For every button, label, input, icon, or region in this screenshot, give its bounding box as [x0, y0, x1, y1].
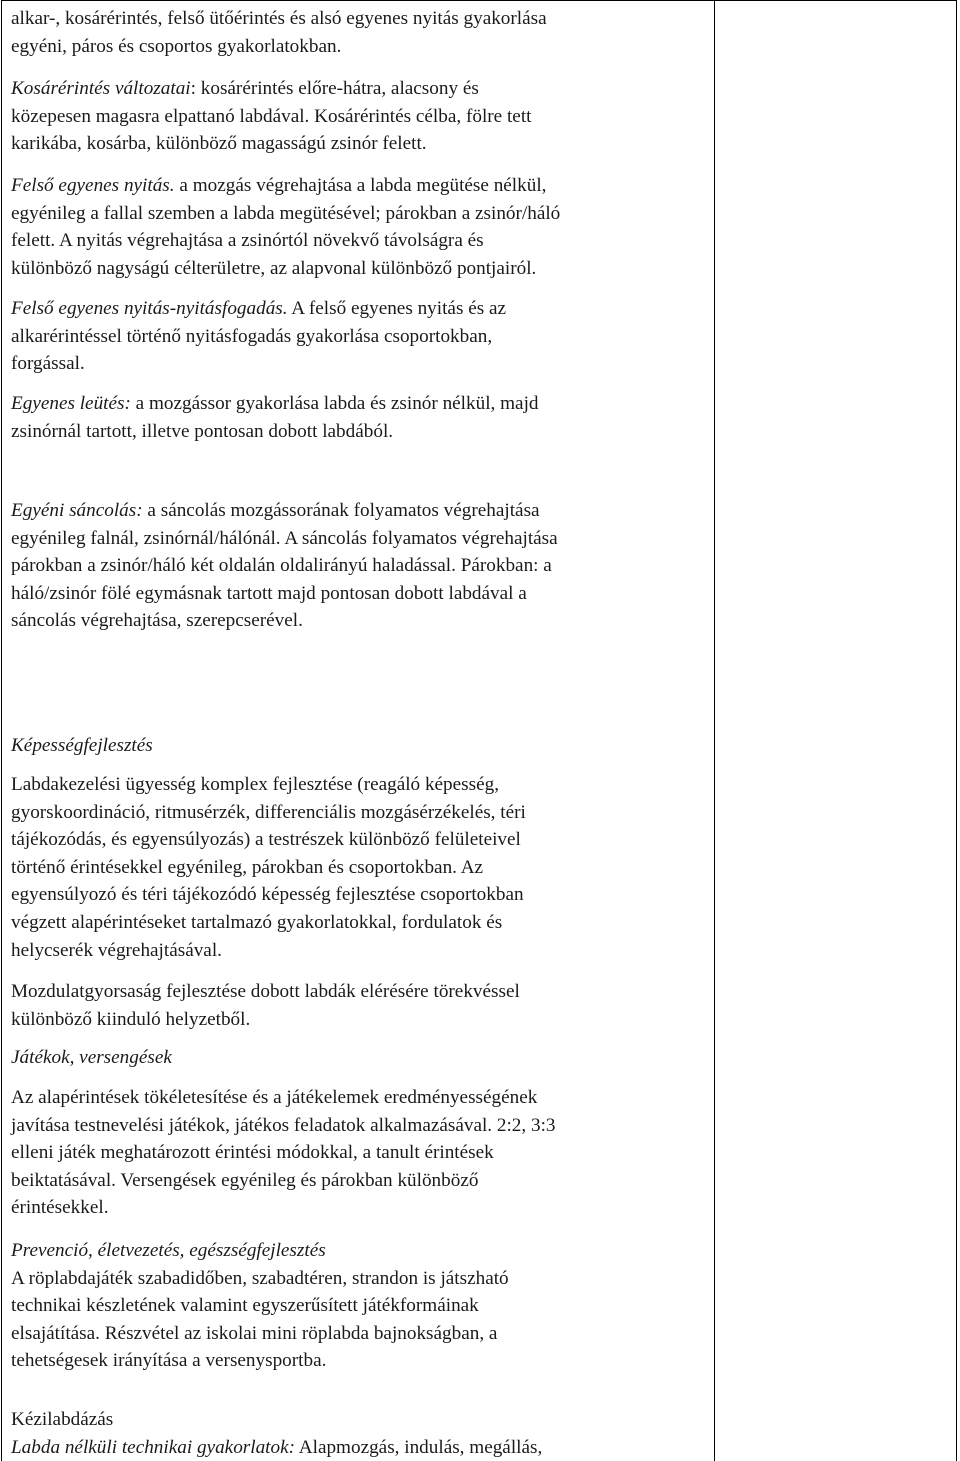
text-line	[11, 295, 711, 323]
italic-heading: Játékok, versengések	[11, 1047, 172, 1068]
text-line	[11, 978, 711, 1006]
text-line	[11, 130, 711, 158]
text-run: párokban a zsinór/háló két oldalán oldalirányú haladással. Párokban: a	[11, 555, 552, 577]
paragraph	[11, 497, 711, 635]
text-run: Alapmozgás, indulás, megállás,	[295, 1436, 543, 1458]
text-line	[11, 227, 711, 255]
text-line	[11, 1139, 711, 1167]
text-run: : kosárérintés előre-hátra, alacsony és	[190, 78, 479, 99]
text-line	[11, 1347, 711, 1375]
text-line	[11, 1084, 711, 1112]
paragraph	[11, 978, 711, 1033]
paragraph	[11, 75, 711, 158]
text-line	[11, 1265, 711, 1293]
text-line	[11, 418, 711, 446]
text-line	[11, 799, 711, 827]
italic-heading: Felső egyenes nyitás.	[11, 175, 175, 196]
paragraph	[11, 771, 711, 964]
text-run: különböző nagyságú célterületre, az alapvonal különböző pontjairól.	[11, 257, 537, 279]
paragraph	[11, 172, 711, 282]
text-run: elsajátítása. Részvétel az iskolai mini röplabda bajnokságban, a	[11, 1322, 498, 1344]
text-run: Mozdulatgyorsaság fejlesztése dobott labdák elérésére törekvéssel	[11, 981, 520, 1002]
text-line	[11, 909, 711, 937]
text-run: egyénileg falnál, zsinórnál/hálónál. A sáncolás folyamatos végrehajtása	[11, 527, 558, 549]
text-run: a sáncolás mozgássorának folyamatos végrehajtása	[142, 500, 540, 521]
text-run: Az alapérintések tökéletesítése és a játékelemek eredményességének	[11, 1087, 538, 1108]
text-run: tehetségesek irányítása a versenysportba.	[11, 1350, 327, 1372]
italic-heading: Egyéni sáncolás:	[11, 500, 143, 521]
text-run: a mozgássor gyakorlása labda és zsinór nélkül, majd	[130, 393, 539, 414]
text-line	[11, 1044, 711, 1072]
text-run: forgással.	[11, 353, 85, 375]
text-run: beiktatásával. Versengések egyénileg és párokban különböző	[11, 1169, 479, 1191]
empty-column	[715, 1, 956, 1461]
paragraph	[11, 390, 711, 445]
text-line	[11, 1112, 711, 1140]
text-run: A röplabdajáték szabadidőben, szabadtéren, strandon is játszható	[11, 1267, 509, 1289]
text-line	[11, 103, 711, 131]
text-line	[11, 350, 711, 378]
text-line	[11, 525, 711, 553]
text-run: gyorskoordináció, ritmusérzék, differenciális mozgásérzékelés, téri	[11, 801, 526, 823]
text-run: egyensúlyozó és téri tájékozódó képesség fejlesztése csoportokban	[11, 884, 524, 906]
text-run: háló/zsinór fölé egymásnak tartott majd pontosan dobott labdával a	[11, 582, 527, 604]
text-line	[11, 937, 711, 965]
text-run: alkarérintéssel történő nyitásfogadás gyakorlása csoportokban,	[11, 325, 493, 347]
text-line	[11, 854, 711, 882]
paragraph	[11, 1084, 711, 1222]
text-run: a mozgás végrehajtása a labda megütése nélkül,	[174, 175, 547, 196]
text-run: végzett alapérintéseket tartalmazó gyakorlatokkal, fordulatok és	[11, 911, 503, 933]
text-line	[11, 826, 711, 854]
paragraph	[11, 1044, 711, 1072]
text-line	[11, 1434, 711, 1461]
text-line	[11, 390, 711, 418]
text-run: karikába, kosárba, különböző magasságú zsinór felett.	[11, 133, 427, 155]
text-line	[11, 607, 711, 635]
text-run: sáncolás végrehajtása, szerepcserével.	[11, 610, 303, 632]
text-line	[11, 323, 711, 351]
text-line	[11, 580, 711, 608]
text-line	[11, 200, 711, 228]
text-line	[11, 497, 711, 525]
text-run: Kézilabdázás	[11, 1409, 114, 1430]
paragraph	[11, 5, 711, 60]
text-line	[11, 881, 711, 909]
text-run: alkar-, kosárérintés, felső ütőérintés és alsó egyenes nyitás gyakorlása	[11, 8, 547, 29]
text-line	[11, 1406, 711, 1434]
italic-heading: Képességfejlesztés	[11, 735, 153, 756]
italic-heading: Prevenció, életvezetés, egészségfejlesztés	[11, 1240, 326, 1261]
text-run: felett. A nyitás végrehajtása a zsinórtól növekvő távolságra és	[11, 230, 484, 252]
text-run: történő érintésekkel egyénileg, párokban és csoportokban. Az	[11, 856, 484, 878]
paragraph	[11, 732, 711, 760]
text-line	[11, 771, 711, 799]
text-line	[11, 1167, 711, 1195]
text-run: egyénileg a fallal szemben a labda megütésével; párokban a zsinór/háló	[11, 202, 561, 224]
text-line	[11, 1194, 711, 1222]
text-run: érintésekkel.	[11, 1197, 109, 1219]
content-column	[2, 1, 715, 1461]
text-line	[11, 1237, 711, 1265]
text-line	[11, 255, 711, 283]
text-run: helycserék végrehajtásával.	[11, 939, 222, 961]
text-line	[11, 1006, 711, 1034]
paragraph	[11, 1406, 711, 1461]
text-line	[11, 5, 711, 33]
paragraph	[11, 1237, 711, 1375]
text-run: elleni játék meghatározott érintési módokkal, a tanult érintések	[11, 1142, 494, 1164]
text-run: különböző kiinduló helyzetből.	[11, 1008, 251, 1030]
text-line	[11, 552, 711, 580]
text-line	[11, 172, 711, 200]
italic-heading: Egyenes leütés:	[11, 393, 131, 414]
text-run: javítása testnevelési játékok, játékos feladatok alkalmazásával. 2:2, 3:3	[11, 1114, 556, 1136]
text-run: közepesen magasra elpattanó labdával. Kosárérintés célba, fölre tett	[11, 105, 532, 127]
italic-heading: Kosárérintés változatai	[11, 78, 191, 99]
text-line	[11, 33, 711, 61]
text-run: technikai készletének valamint egyszerűsített játékformáinak	[11, 1295, 479, 1317]
text-line	[11, 1292, 711, 1320]
text-line	[11, 732, 711, 760]
italic-heading: Labda nélküli technikai gyakorlatok:	[11, 1436, 296, 1458]
curriculum-table	[1, 0, 957, 1461]
text-line	[11, 1320, 711, 1348]
italic-heading: Felső egyenes nyitás-nyitásfogadás.	[11, 298, 288, 319]
text-run: zsinórnál tartott, illetve pontosan dobott labdából.	[11, 420, 394, 442]
text-run: tájékozódás, és egyensúlyozás) a testrészek különböző felületeivel	[11, 829, 521, 851]
text-line	[11, 75, 711, 103]
text-run: egyéni, páros és csoportos gyakorlatokban.	[11, 35, 342, 57]
text-run: A felső egyenes nyitás és az	[287, 298, 507, 319]
text-run: Labdakezelési ügyesség komplex fejlesztése (reagáló képesség,	[11, 774, 500, 795]
paragraph	[11, 295, 711, 378]
